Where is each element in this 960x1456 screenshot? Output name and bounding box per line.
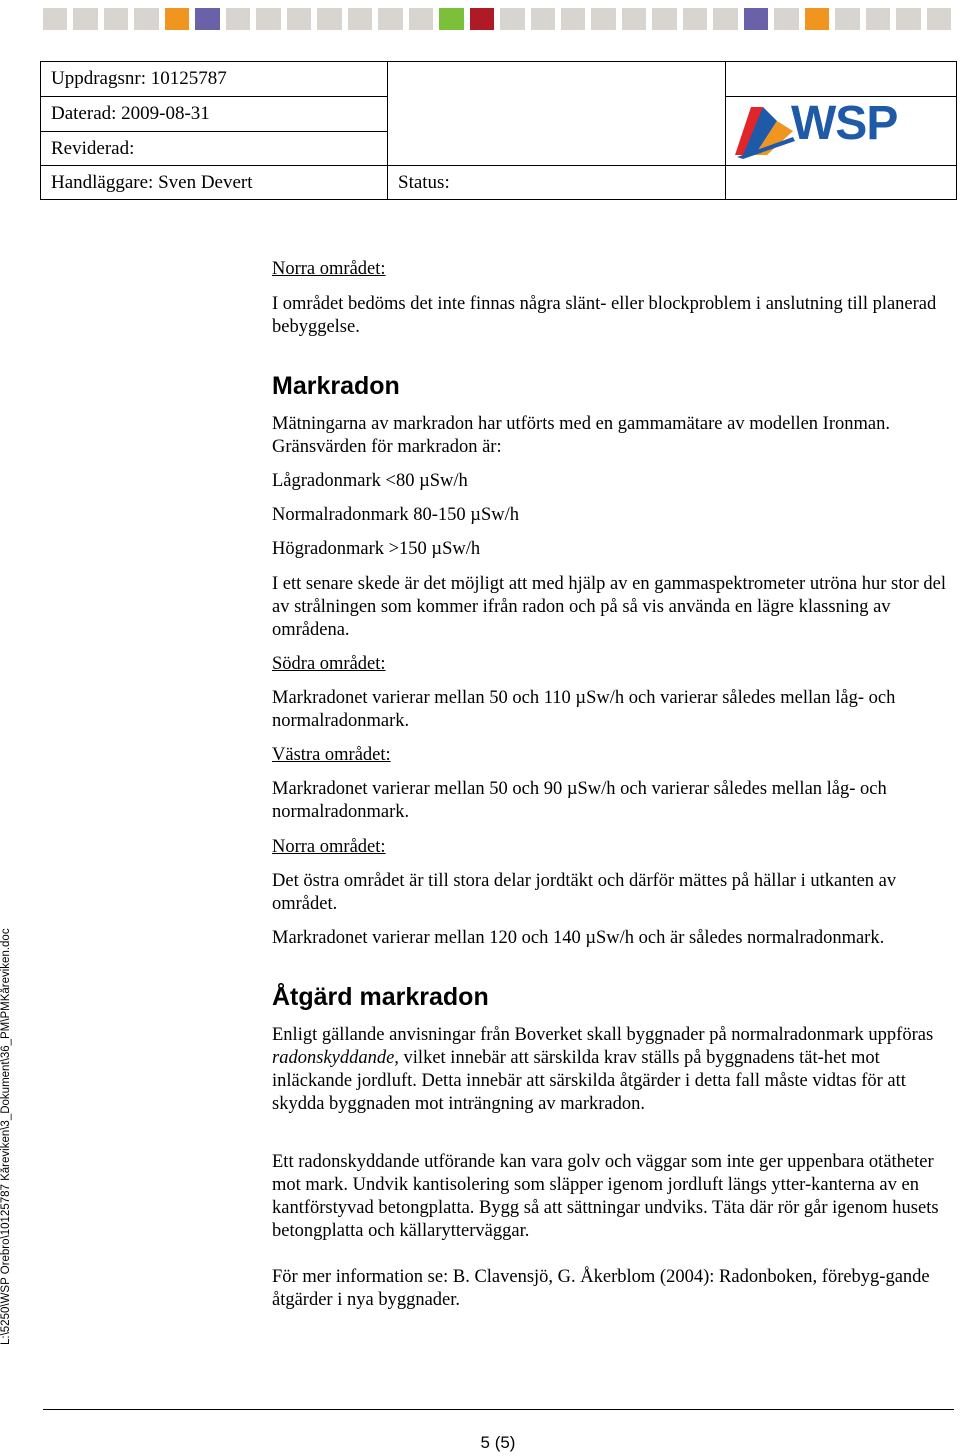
vastra-text: Markradonet varierar mellan 50 och 90 µSw/h och varierar således mellan låg- och normalradonmark. <box>272 779 887 822</box>
document-path-vertical: L:\5250\WSP Örebro\10125787 Kåreviken\3_Dokument\36_PM\PMKåreviken.doc <box>0 928 12 1345</box>
band-square <box>134 8 158 30</box>
norra-heading-2: Norra området: <box>272 837 386 857</box>
band-square <box>744 8 768 30</box>
sodra-text: Markradonet varierar mellan 50 och 110 µSw/h och varierar således mellan låg- och normalradonmark. <box>272 688 896 731</box>
band-square <box>774 8 798 30</box>
band-square <box>500 8 524 30</box>
band-square <box>927 8 951 30</box>
status-field: Status: <box>398 171 450 193</box>
radonskyddande-emphasis: radonskyddande, <box>272 1048 399 1068</box>
normalradon-value: Normalradonmark 80-150 µSw/h <box>272 505 520 525</box>
assignment-number: Uppdragsnr: 10125787 <box>51 68 227 89</box>
page-number: 5 (5) <box>480 1433 516 1452</box>
band-square <box>531 8 555 30</box>
band-square <box>896 8 920 30</box>
date-field: Daterad: 2009-08-31 <box>51 103 210 124</box>
band-square <box>195 8 219 30</box>
atgard-paragraph-2: Ett radonskyddande utförande kan vara golv och väggar som inte ger uppenbara otätheter mot mark. Undvik kantisolering som släpper igenom jordluft längs ytter-kanterna av en kantförstyvad betongplatta. Bygg så att sättningar undviks. Täta där rör går igenom husets betongplatta och källarytterväggar. <box>272 1152 939 1241</box>
band-square <box>866 8 890 30</box>
band-square <box>652 8 676 30</box>
band-square <box>591 8 615 30</box>
band-square <box>805 8 829 30</box>
header-color-band <box>43 8 951 30</box>
hogradon-value: Högradonmark >150 µSw/h <box>272 539 481 559</box>
band-square <box>713 8 737 30</box>
markradon-heading: Markradon <box>272 372 400 400</box>
band-square <box>165 8 189 30</box>
band-square <box>470 8 494 30</box>
band-square <box>73 8 97 30</box>
footer-divider <box>43 1409 954 1410</box>
band-square <box>348 8 372 30</box>
band-square <box>256 8 280 30</box>
band-square <box>683 8 707 30</box>
atgard-paragraph-1: Enligt gällande anvisningar från Boverket skall byggnader på normalradonmark uppföras radonskyddande, vilket innebär att särskilda krav ställs på byggnadens tät-het mot inläckande jordluft. Detta innebär att särskilda åtgärder i detta fall måste vidtas för att skydda byggnaden mot inträngning av markradon. <box>272 1025 934 1114</box>
vastra-heading: Västra området: <box>272 745 391 765</box>
revised-field: Reviderad: <box>51 137 135 159</box>
atgard-paragraph-3: För mer information se: B. Clavensjö, G. Åkerblom (2004): Radonboken, förebyg-gande åtgärder i nya byggnader. <box>272 1267 930 1310</box>
handler-field: Handläggare: Sven Devert <box>51 171 253 193</box>
band-square <box>317 8 341 30</box>
norra-text-2: Det östra området är till stora delar jordtäkt och därför mättes på hällar i utkanten av området. <box>272 871 897 914</box>
spektrometer-paragraph: I ett senare skede är det möjligt att med hjälp av en gammaspektrometer utröna hur stor del av strålningen som kommer ifrån radon och på så vis använda en lägre klassning av områdena. <box>272 574 946 640</box>
band-square <box>409 8 433 30</box>
lagradon-value: Lågradonmark <80 µSw/h <box>272 471 468 491</box>
band-square <box>104 8 128 30</box>
wsp-logo <box>733 97 923 159</box>
sodra-heading: Södra området: <box>272 654 386 674</box>
markradon-intro: Mätningarna av markradon har utförts med en gammamätare av modellen Ironman. Gränsvärden för markradon är: <box>272 414 890 457</box>
band-square <box>378 8 402 30</box>
wsp-logo-text: WSP <box>791 97 898 150</box>
atgard-heading: Åtgärd markradon <box>272 983 489 1011</box>
norra-text-3: Markradonet varierar mellan 120 och 140 µSw/h och är således normalradonmark. <box>272 928 885 948</box>
band-square <box>561 8 585 30</box>
band-square <box>835 8 859 30</box>
norra-heading-1: Norra området: <box>272 259 386 279</box>
band-square <box>287 8 311 30</box>
band-square <box>43 8 67 30</box>
band-square <box>439 8 463 30</box>
band-square <box>622 8 646 30</box>
norra-text-1: I området bedöms det inte finnas några slänt- eller blockproblem i anslutning till planerad bebyggelse. <box>272 294 937 337</box>
band-square <box>226 8 250 30</box>
